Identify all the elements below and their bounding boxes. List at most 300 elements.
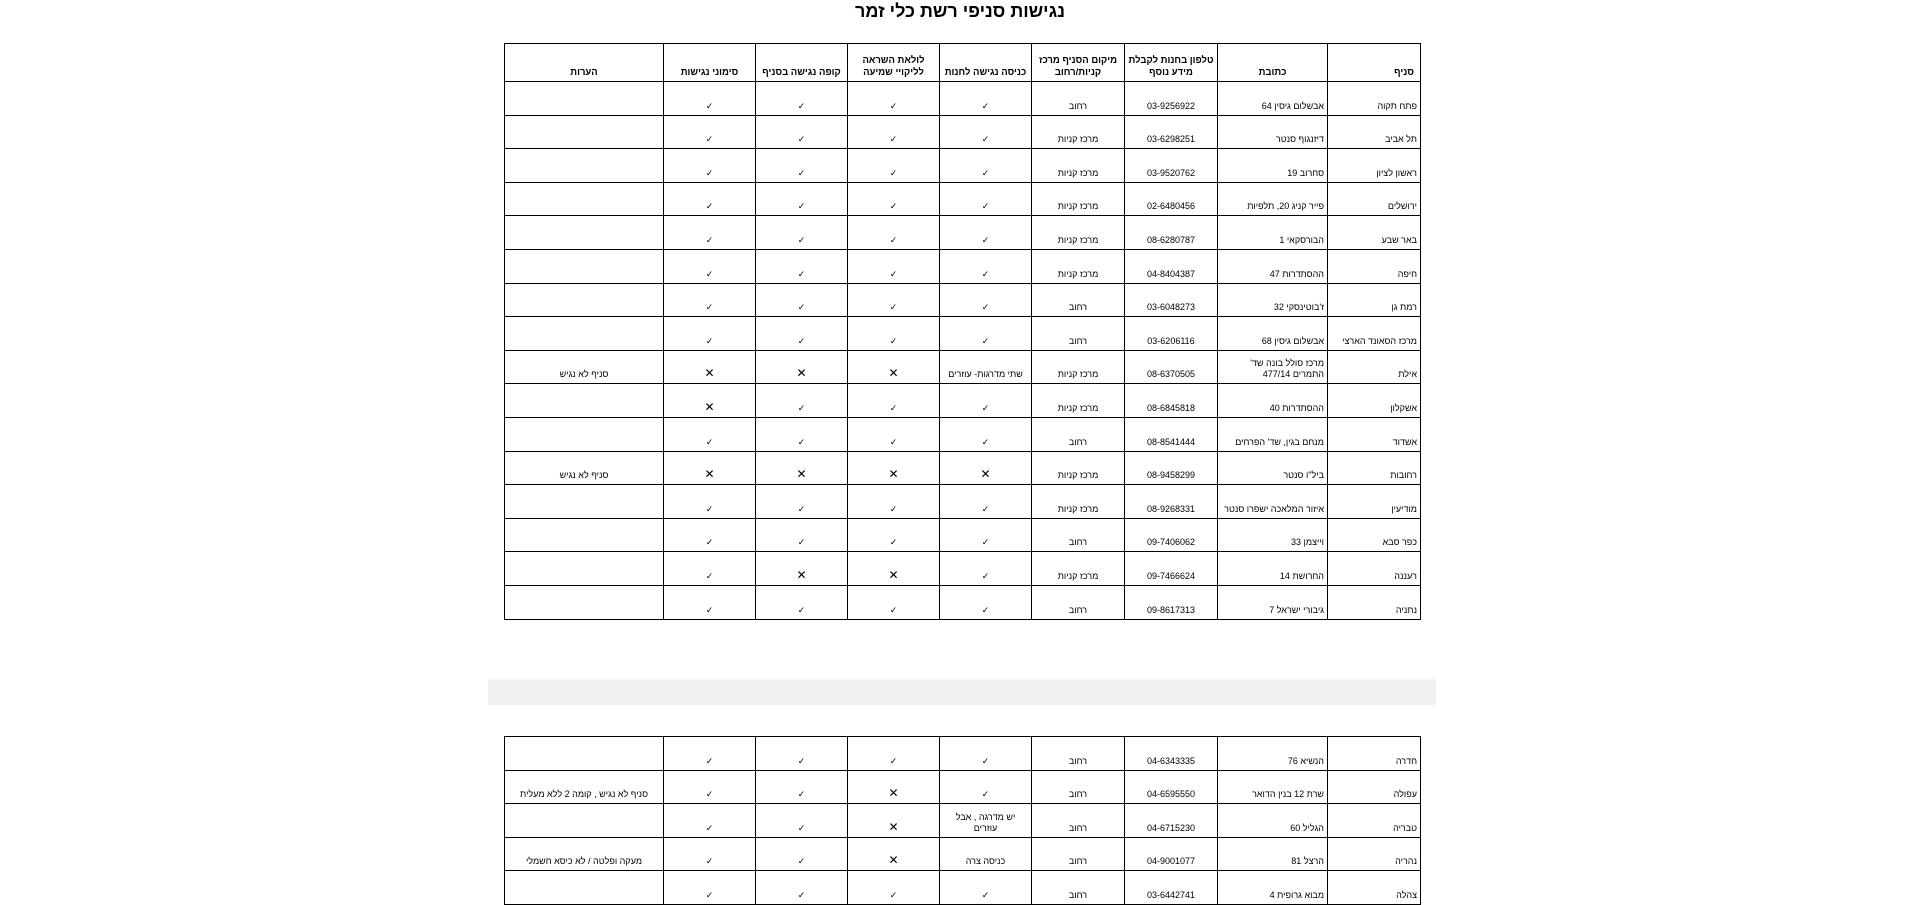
register-cell [756,485,848,519]
table-row [505,350,1421,384]
signage-cell [664,451,756,485]
branch-cell: באר שבע [1328,216,1421,250]
check-icon: ✓ [705,134,714,145]
check-icon: ✓ [797,402,806,413]
signage-cell [664,283,756,317]
register-cell [756,350,848,384]
header-location: מיקום הסניף מרכז קניות/רחוב [1032,44,1125,82]
branch-cell: אשדוד [1328,417,1421,451]
branch-cell: עפולה [1328,770,1421,804]
notes-cell [505,283,664,317]
table-row [505,115,1421,149]
location-cell: מרכז קניות [1032,451,1125,485]
check-icon: ✓ [889,302,898,313]
check-icon: ✓ [889,134,898,145]
branch-cell: תל אביב [1328,115,1421,149]
register-cell [756,552,848,586]
table-row [505,216,1421,250]
notes-cell [505,317,664,351]
address-cell: אבשלום גיסין 68 [1218,317,1328,351]
table-row [505,249,1421,283]
signage-cell [664,82,756,116]
location-cell: רחוב [1032,317,1125,351]
signage-cell [664,149,756,183]
hearing-loop-cell [848,518,940,552]
check-icon: ✓ [797,302,806,313]
hearing-loop-cell [848,350,940,384]
phone-cell: 08-6280787 [1125,216,1218,250]
table-row [505,552,1421,586]
check-icon: ✓ [797,755,806,766]
location-cell: רחוב [1032,871,1125,905]
notes-cell [505,149,664,183]
header-entrance: כניסה נגישה לחנות [940,44,1032,82]
cross-icon: ✕ [888,467,899,482]
check-icon: ✓ [889,100,898,111]
register-cell [756,115,848,149]
address-cell: הגליל 60 [1218,804,1328,838]
branch-cell: חיפה [1328,249,1421,283]
phone-cell: 03-9520762 [1125,149,1218,183]
check-icon: ✓ [981,302,990,313]
check-icon: ✓ [889,402,898,413]
check-icon: ✓ [797,268,806,279]
header-branch: סניף [1328,44,1421,82]
location-cell: רחוב [1032,283,1125,317]
branch-cell: מרכז הסאונד הארצי [1328,317,1421,351]
check-icon: ✓ [705,755,714,766]
check-icon: ✓ [797,889,806,900]
accessibility-table-continued [504,736,1421,905]
check-icon: ✓ [981,234,990,245]
hearing-loop-cell [848,871,940,905]
table-row [505,451,1421,485]
register-cell [756,149,848,183]
notes-cell [505,417,664,451]
table-row [505,384,1421,418]
hearing-loop-cell [848,317,940,351]
check-icon: ✓ [981,755,990,766]
address-cell: ההסתדרות 47 [1218,249,1328,283]
phone-cell: 08-9268331 [1125,485,1218,519]
location-cell: מרכז קניות [1032,249,1125,283]
address-cell: החרושת 14 [1218,552,1328,586]
notes-cell [505,518,664,552]
register-cell [756,837,848,871]
location-cell: רחוב [1032,837,1125,871]
location-cell: רחוב [1032,770,1125,804]
location-cell: מרכז קניות [1032,384,1125,418]
check-icon: ✓ [981,570,990,581]
register-cell [756,518,848,552]
phone-cell: 03-6298251 [1125,115,1218,149]
branch-cell: ראשון לציון [1328,149,1421,183]
cross-icon: ✕ [980,467,991,482]
register-cell [756,451,848,485]
hearing-loop-cell [848,182,940,216]
register-cell [756,317,848,351]
phone-cell: 03-6442741 [1125,871,1218,905]
hearing-loop-cell [848,585,940,619]
register-cell [756,82,848,116]
check-icon: ✓ [797,335,806,346]
entrance-cell [940,182,1032,216]
check-icon: ✓ [981,537,990,548]
address-cell: הבורסקאי 1 [1218,216,1328,250]
check-icon: ✓ [889,537,898,548]
header-signage: סימוני נגישות [664,44,756,82]
table-row [505,182,1421,216]
check-icon: ✓ [797,856,806,867]
phone-cell: 04-6715230 [1125,804,1218,838]
check-icon: ✓ [889,234,898,245]
check-icon: ✓ [705,789,714,800]
cross-icon: ✕ [888,853,899,868]
phone-cell: 09-8617313 [1125,585,1218,619]
notes-cell: סניף לא נגיש , קומה 2 ללא מעלית [505,770,664,804]
header-notes: הערות [505,44,664,82]
address-cell: דיזנגוף סנטר [1218,115,1328,149]
table-row [505,417,1421,451]
entrance-cell [940,518,1032,552]
entrance-cell [940,216,1032,250]
notes-cell [505,182,664,216]
hearing-loop-cell [848,82,940,116]
location-cell: רחוב [1032,804,1125,838]
entrance-cell [940,417,1032,451]
branch-cell: אשקלון [1328,384,1421,418]
check-icon: ✓ [889,755,898,766]
address-cell: הרצל 81 [1218,837,1328,871]
hearing-loop-cell [848,804,940,838]
check-icon: ✓ [797,604,806,615]
check-icon: ✓ [889,201,898,212]
notes-cell: סניף לא נגיש [505,451,664,485]
check-icon: ✓ [889,436,898,447]
signage-cell [664,350,756,384]
check-icon: ✓ [797,201,806,212]
check-icon: ✓ [797,789,806,800]
hearing-loop-cell [848,384,940,418]
notes-cell [505,384,664,418]
document-title: נגישות סניפי רשת כלי זמר [855,1,1065,21]
register-cell [756,216,848,250]
table-row [505,82,1421,116]
cross-icon: ✕ [888,786,899,801]
phone-cell: 04-8404387 [1125,249,1218,283]
location-cell: רחוב [1032,585,1125,619]
entrance-cell [940,384,1032,418]
location-cell: מרכז קניות [1032,485,1125,519]
notes-cell [505,585,664,619]
page-break [488,680,1436,705]
check-icon: ✓ [981,789,990,800]
location-cell: רחוב [1032,417,1125,451]
check-icon: ✓ [705,503,714,514]
signage-cell [664,871,756,905]
branch-cell: טבריה [1328,804,1421,838]
phone-cell: 09-7406062 [1125,518,1218,552]
cross-icon: ✕ [888,819,899,834]
register-cell [756,384,848,418]
table-body-page-2 [505,737,1421,905]
header-row [505,44,1421,82]
notes-cell: מעקה ופלטה / לא כיסא חשמלי [505,837,664,871]
accessibility-table [504,43,1421,620]
branch-cell: נתניה [1328,585,1421,619]
check-icon: ✓ [705,604,714,615]
register-cell [756,737,848,771]
cross-icon: ✕ [796,467,807,482]
entrance-cell [940,115,1032,149]
signage-cell [664,770,756,804]
entrance-cell [940,770,1032,804]
register-cell [756,182,848,216]
table-row [505,837,1421,871]
location-cell: מרכז קניות [1032,552,1125,586]
entrance-cell [940,552,1032,586]
notes-cell [505,871,664,905]
check-icon: ✓ [889,335,898,346]
branch-cell: אילת [1328,350,1421,384]
hearing-loop-cell [848,485,940,519]
signage-cell [664,837,756,871]
phone-cell: 08-8541444 [1125,417,1218,451]
location-cell: רחוב [1032,518,1125,552]
entrance-cell [940,82,1032,116]
entrance-cell [940,485,1032,519]
entrance-cell [940,871,1032,905]
signage-cell [664,417,756,451]
address-cell: אבשלום גיסין 64 [1218,82,1328,116]
check-icon: ✓ [889,268,898,279]
location-cell: רחוב [1032,82,1125,116]
address-cell: מבוא גרופית 4 [1218,871,1328,905]
branch-cell: רחובות [1328,451,1421,485]
check-icon: ✓ [705,100,714,111]
hearing-loop-cell [848,149,940,183]
check-icon: ✓ [705,234,714,245]
entrance-cell: שתי מדרגות- עוזרים [940,350,1032,384]
signage-cell [664,384,756,418]
table-row [505,485,1421,519]
check-icon: ✓ [981,402,990,413]
check-icon: ✓ [981,100,990,111]
table-row [505,770,1421,804]
phone-cell: 03-6206116 [1125,317,1218,351]
address-cell: וייצמן 33 [1218,518,1328,552]
location-cell: מרכז קניות [1032,350,1125,384]
register-cell [756,283,848,317]
signage-cell [664,518,756,552]
check-icon: ✓ [705,822,714,833]
check-icon: ✓ [797,167,806,178]
phone-cell: 03-9256922 [1125,82,1218,116]
cross-icon: ✕ [888,567,899,582]
check-icon: ✓ [797,537,806,548]
hearing-loop-cell [848,249,940,283]
address-cell: הנשיא 76 [1218,737,1328,771]
entrance-cell [940,149,1032,183]
phone-cell: 08-6370505 [1125,350,1218,384]
phone-cell: 08-6845818 [1125,384,1218,418]
notes-cell [505,249,664,283]
entrance-cell [940,249,1032,283]
hearing-loop-cell [848,216,940,250]
check-icon: ✓ [705,167,714,178]
check-icon: ✓ [981,889,990,900]
notes-cell [505,115,664,149]
header-hearing-loop: לולאת השראה לליקויי שמיעה [848,44,940,82]
notes-cell: סניף לא נגיש [505,350,664,384]
signage-cell [664,737,756,771]
branch-cell: צהלה [1328,871,1421,905]
check-icon: ✓ [797,822,806,833]
hearing-loop-cell [848,283,940,317]
table-row [505,149,1421,183]
entrance-cell: יש מדרגה , אבל עוזרים [940,804,1032,838]
address-cell: שרת 12 בנין הדואר [1218,770,1328,804]
branch-cell: נהריה [1328,837,1421,871]
check-icon: ✓ [705,268,714,279]
check-icon: ✓ [705,570,714,581]
header-address: כתובת [1218,44,1328,82]
entrance-cell [940,317,1032,351]
table-body-page-1 [505,82,1421,620]
phone-cell: 08-9458299 [1125,451,1218,485]
check-icon: ✓ [705,335,714,346]
notes-cell [505,804,664,838]
check-icon: ✓ [797,436,806,447]
register-cell [756,770,848,804]
hearing-loop-cell [848,115,940,149]
check-icon: ✓ [705,856,714,867]
hearing-loop-cell [848,770,940,804]
check-icon: ✓ [705,302,714,313]
register-cell [756,417,848,451]
table-row [505,585,1421,619]
phone-cell: 03-6048273 [1125,283,1218,317]
register-cell [756,585,848,619]
location-cell: מרכז קניות [1032,149,1125,183]
entrance-cell [940,737,1032,771]
cross-icon: ✕ [704,399,715,414]
entrance-cell: כניסה צרה [940,837,1032,871]
check-icon: ✓ [981,201,990,212]
address-cell: ביל"ו סנטר [1218,451,1328,485]
location-cell: רחוב [1032,737,1125,771]
header-register: קופה נגישה בסניף [756,44,848,82]
cross-icon: ✕ [704,467,715,482]
location-cell: מרכז קניות [1032,216,1125,250]
cross-icon: ✕ [796,366,807,381]
check-icon: ✓ [981,503,990,514]
check-icon: ✓ [797,134,806,145]
check-icon: ✓ [981,436,990,447]
table-row [505,804,1421,838]
branch-cell: פתח תקוה [1328,82,1421,116]
check-icon: ✓ [889,889,898,900]
check-icon: ✓ [797,234,806,245]
hearing-loop-cell [848,417,940,451]
location-cell: מרכז קניות [1032,115,1125,149]
hearing-loop-cell [848,737,940,771]
phone-cell: 04-6343335 [1125,737,1218,771]
check-icon: ✓ [981,268,990,279]
register-cell [756,871,848,905]
phone-cell: 04-6595550 [1125,770,1218,804]
notes-cell [505,552,664,586]
location-cell: מרכז קניות [1032,182,1125,216]
check-icon: ✓ [705,889,714,900]
notes-cell [505,82,664,116]
signage-cell [664,804,756,838]
branch-cell: כפר סבא [1328,518,1421,552]
cross-icon: ✕ [888,366,899,381]
check-icon: ✓ [889,604,898,615]
entrance-cell [940,451,1032,485]
address-cell: סחרוב 19 [1218,149,1328,183]
signage-cell [664,182,756,216]
branch-cell: מודיעין [1328,485,1421,519]
address-cell: מנחם בגין, שד' הפרחים [1218,417,1328,451]
check-icon: ✓ [705,537,714,548]
address-cell: ההסתדרות 40 [1218,384,1328,418]
check-icon: ✓ [981,604,990,615]
branch-cell: חדרה [1328,737,1421,771]
entrance-cell [940,283,1032,317]
table-row [505,518,1421,552]
signage-cell [664,585,756,619]
branch-cell: רמת גן [1328,283,1421,317]
hearing-loop-cell [848,837,940,871]
address-cell: גיבורי ישראל 7 [1218,585,1328,619]
cross-icon: ✕ [704,366,715,381]
signage-cell [664,249,756,283]
table-row [505,737,1421,771]
register-cell [756,804,848,838]
phone-cell: 09-7466624 [1125,552,1218,586]
register-cell [756,249,848,283]
entrance-cell [940,585,1032,619]
check-icon: ✓ [705,201,714,212]
cross-icon: ✕ [796,567,807,582]
signage-cell [664,115,756,149]
check-icon: ✓ [797,503,806,514]
signage-cell [664,485,756,519]
check-icon: ✓ [981,134,990,145]
address-cell: איזור המלאכה ישפרו סנטר [1218,485,1328,519]
table-row [505,283,1421,317]
address-cell: פייר קניג 20, תלפיות [1218,182,1328,216]
signage-cell [664,552,756,586]
phone-cell: 02-6480456 [1125,182,1218,216]
branch-cell: ירושלים [1328,182,1421,216]
branch-cell: רעננה [1328,552,1421,586]
check-icon: ✓ [981,167,990,178]
notes-cell [505,216,664,250]
table-row [505,317,1421,351]
address-cell: ז'בוטינסקי 32 [1218,283,1328,317]
header-phone: טלפון בחנות לקבלת מידע נוסף [1125,44,1218,82]
check-icon: ✓ [889,503,898,514]
check-icon: ✓ [705,436,714,447]
check-icon: ✓ [797,100,806,111]
table-row [505,871,1421,905]
signage-cell [664,216,756,250]
phone-cell: 04-9001077 [1125,837,1218,871]
address-cell: מרכז סולל בונה שד' התמרים 477/14 [1218,350,1328,384]
